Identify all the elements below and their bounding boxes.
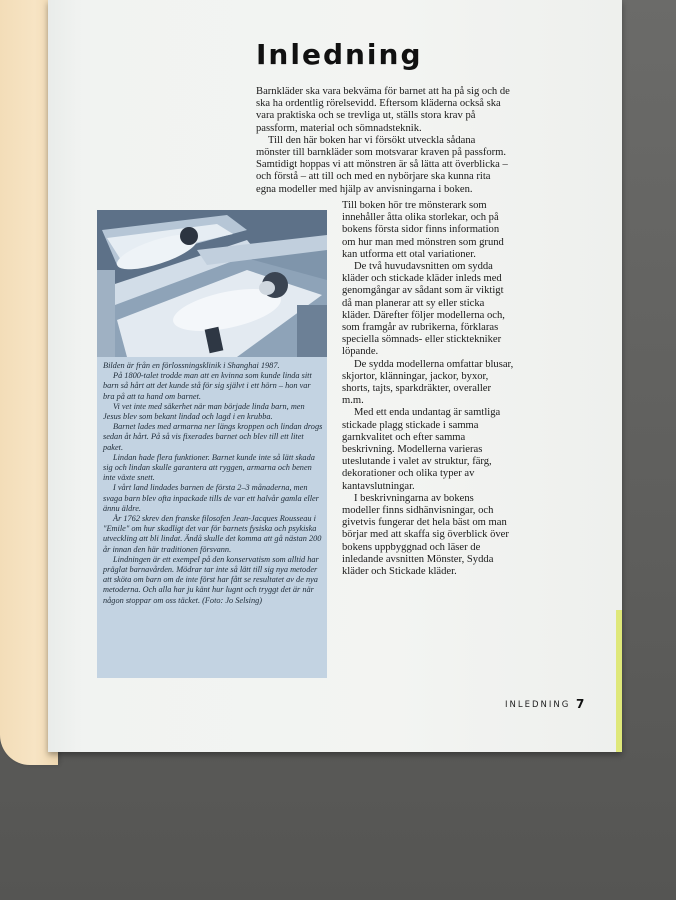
body-paragraph: Med ett enda undantag är samtliga stickade plagg stickade i samma garnkvalitet och efter samma beskrivning. Modellerna varieras uteslutande i valet av struktur, färg, dekorationer och olika typer av kantavslutningar. bbox=[342, 407, 501, 492]
body-paragraph: De sydda modellerna omfattar blusar, skjortor, klänningar, jackor, byxor, shorts, tajts, sparkdräkter, overaller m.m. bbox=[342, 358, 514, 407]
page-edge-highlight bbox=[616, 610, 622, 752]
caption-paragraph: Lindningen är ett exempel på den konservatism som alltid har präglat barnavården. Mödrar tar inte så lätt till sig nya metoder att sköta om barn om de inte först har fått se resultatet av de nya metoderna. Och alla har ju känt hur lugnt och tryggt det är när någon stoppar om oss täcket. (Foto: Jo Selsing) bbox=[103, 554, 319, 605]
caption-paragraph: På 1800-talet trodde man att en kvinna som kunde linda sitt barn så hårt att det kunde stå för sig självt i ett hörn – hon var bra på att ta hand om barnet. bbox=[103, 371, 312, 401]
newborns-photo bbox=[97, 210, 327, 357]
caption-paragraph: Lindan hade flera funktioner. Barnet kunde inte så lätt skada sig och lindan skulle garantera att ryggen, armarna och benen inte växte snett. bbox=[103, 452, 315, 483]
photo-caption bbox=[103, 361, 323, 606]
caption-paragraph: År 1762 skrev den franske filosofen Jean-Jacques Rousseau i "Emile" om hur skadligt det var för barnets fysiska och psykiska utveckling att bli lindat. Ändå skulle det komma att gå nästan 200 år innan den här traditionen försvann. bbox=[103, 514, 322, 554]
body-paragraph: I beskrivningarna av bokens modeller finns sidhänvisningar, och givetvis fungerar det hela bäst om man börjar med att skaffa sig överblick över bokens uppbyggnad och läser de inledande avsnitten Mönster, Sydda kläder och Stickade kläder. bbox=[342, 492, 509, 578]
caption-paragraph: Barnet lades med armarna ner längs kroppen och lindan drogs sedan åt hårt. På så vis fixerades barnet och blev till ett litet paket. bbox=[103, 422, 323, 452]
running-footer: INLEDNING bbox=[505, 700, 571, 710]
body-paragraph: Till boken hör tre mönsterark som innehåller åtta olika storlekar, och på bokens första sidor finns information om hur man med mönstren som grund kan utforma ett otal variationer. bbox=[342, 200, 504, 260]
caption-paragraph: I vårt land lindades barnen de första 2–3 månaderna, men svaga barn blev ofta inpackade tills de var ett halvår gamla eller ännu äldre. bbox=[103, 483, 319, 513]
figure-box bbox=[97, 210, 327, 678]
caption-paragraph: Vi vet inte med säkerhet när man började linda barn, men Jesus blev som bekant lindad och lagd i en krubba. bbox=[103, 401, 305, 422]
page-number: 7 bbox=[576, 697, 585, 711]
caption-paragraph: Bilden är från en förlossningsklinik i Shanghai 1987. bbox=[103, 361, 280, 370]
intro-paragraph: Barnkläder ska vara bekväma för barnet att ha på sig och de ska ha ordentlig rörelsevidd. Eftersom kläderna också ska vara praktiska och se trevliga ut, ställs stora krav på passform, material och sömnadsteknik. bbox=[256, 86, 510, 134]
intro-text bbox=[256, 86, 510, 196]
body-column bbox=[342, 200, 514, 578]
page-title: Inledning bbox=[256, 38, 423, 71]
body-paragraph: De två huvudavsnitten om sydda kläder och stickade kläder inleds med genomgångar av sådant som är viktigt då man planerar att sy eller sticka kläder. Därefter följer modellerna och, som framgår av rubrikerna, förklaras speciella sömnads- eller sticktekniker löpande. bbox=[342, 261, 505, 358]
intro-paragraph: Till den här boken har vi försökt utveckla sådana mönster till barnkläder som motsvarar kraven på passform. Samtidigt hoppas vi att mönstren är så lätta att överblicka – och förstå – att till och med en nybörjare ska kunna rita egna modeller med hjälp av anvisningarna i boken. bbox=[256, 134, 508, 195]
